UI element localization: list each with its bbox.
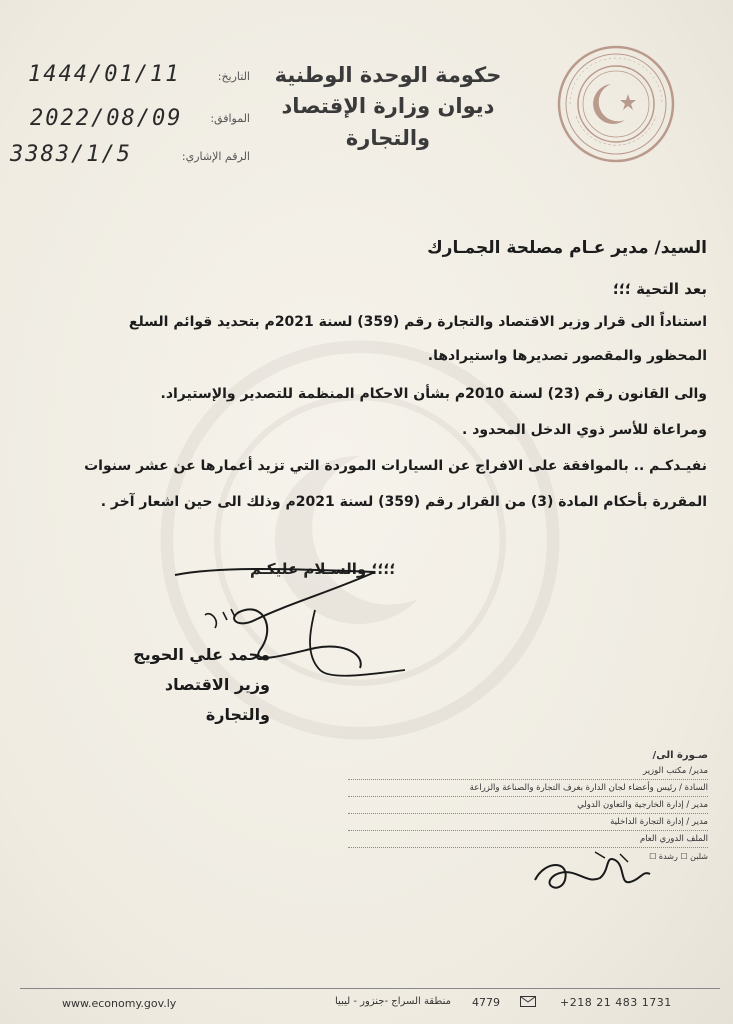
letterhead — [258, 60, 518, 154]
hijri-date-row — [10, 62, 250, 92]
copy-item: السادة / رئيس وأعضاء لجان الدارة بغرف التجارة والصناعة والزراعة — [348, 781, 708, 797]
date-label: التاريخ: — [217, 70, 250, 83]
signer-name: محمد علي الحويج — [133, 645, 270, 664]
corresponding-label: الموافق: — [210, 112, 250, 125]
footer-divider — [20, 988, 720, 989]
paragraph-3: ومراعاة للأسر ذوي الدخل المحدود . — [462, 422, 707, 438]
signer-title: وزير الاقتصاد والتجارة — [164, 675, 270, 724]
paragraph-4a: نفيـدكـم .. بالموافقة على الافراج عن السيارات الموردة التي تزيد أعمارها عن عشر سنوات — [84, 458, 707, 474]
paragraph-1b: المحظور والمقصور تصديرها واستيرادها. — [427, 348, 707, 364]
copy-item: مدير / إدارة التجارة الداخلية — [348, 815, 708, 831]
paragraph-1a: استناداً الى قرار وزير الاقتصاد والتجارة رقم (359) لسنة 2021م بتحديد قوائم السلع — [128, 314, 707, 330]
gregorian-date-row — [10, 104, 250, 134]
initials-signature — [525, 840, 655, 900]
footer-address: منطقة السراج -جنزور - ليبيا — [335, 996, 451, 1007]
paragraph-2: والى القانون رقم (23) لسنة 2010م بشأن الاحكام المنظمة للتصدير والإستيراد. — [160, 386, 707, 402]
government-name: حكومة الوحدة الوطنية — [274, 63, 502, 87]
hijri-date-value: 1444/01/11 — [28, 62, 181, 87]
copy-item: مدير/ مكتب الوزير — [348, 764, 708, 780]
copies-heading: صـورة الى/ — [652, 750, 708, 761]
reference-number-row — [10, 142, 250, 172]
greeting: بعد التحية ؛؛؛ — [612, 280, 707, 298]
closing-salutation: ؛؛؛؛ والسـلام عليكـم — [250, 560, 396, 578]
copy-item: الملف الدوري العام — [348, 832, 708, 848]
addressee: السيد/ مدير عـام مصلحة الجمـارك — [427, 238, 707, 258]
gregorian-date-value: 2022/08/09 — [30, 106, 183, 131]
reference-label: الرقم الإشاري: — [181, 150, 250, 163]
mail-icon — [520, 996, 536, 1007]
reference-number-value: 3383/1/5 — [10, 142, 132, 167]
ministry-name: ديوان وزارة الإقتصاد والتجارة — [281, 94, 495, 150]
signer-block — [100, 640, 270, 730]
file-note: شلبن ☐ رشدة ☐ — [649, 852, 708, 861]
footer-phone: +218 21 483 1731 — [560, 996, 672, 1009]
footer-pobox: 4779 — [472, 996, 500, 1009]
libya-seal-icon — [556, 44, 676, 164]
paragraph-4b: المقررة بأحكام المادة (3) من القرار رقم (359) لسنة 2021م وذلك الى حين اشعار آخر . — [100, 494, 707, 510]
footer-website: www.economy.gov.ly — [62, 997, 177, 1010]
copy-item: مدير / إدارة الخارجية والتعاون الدولي — [348, 798, 708, 814]
